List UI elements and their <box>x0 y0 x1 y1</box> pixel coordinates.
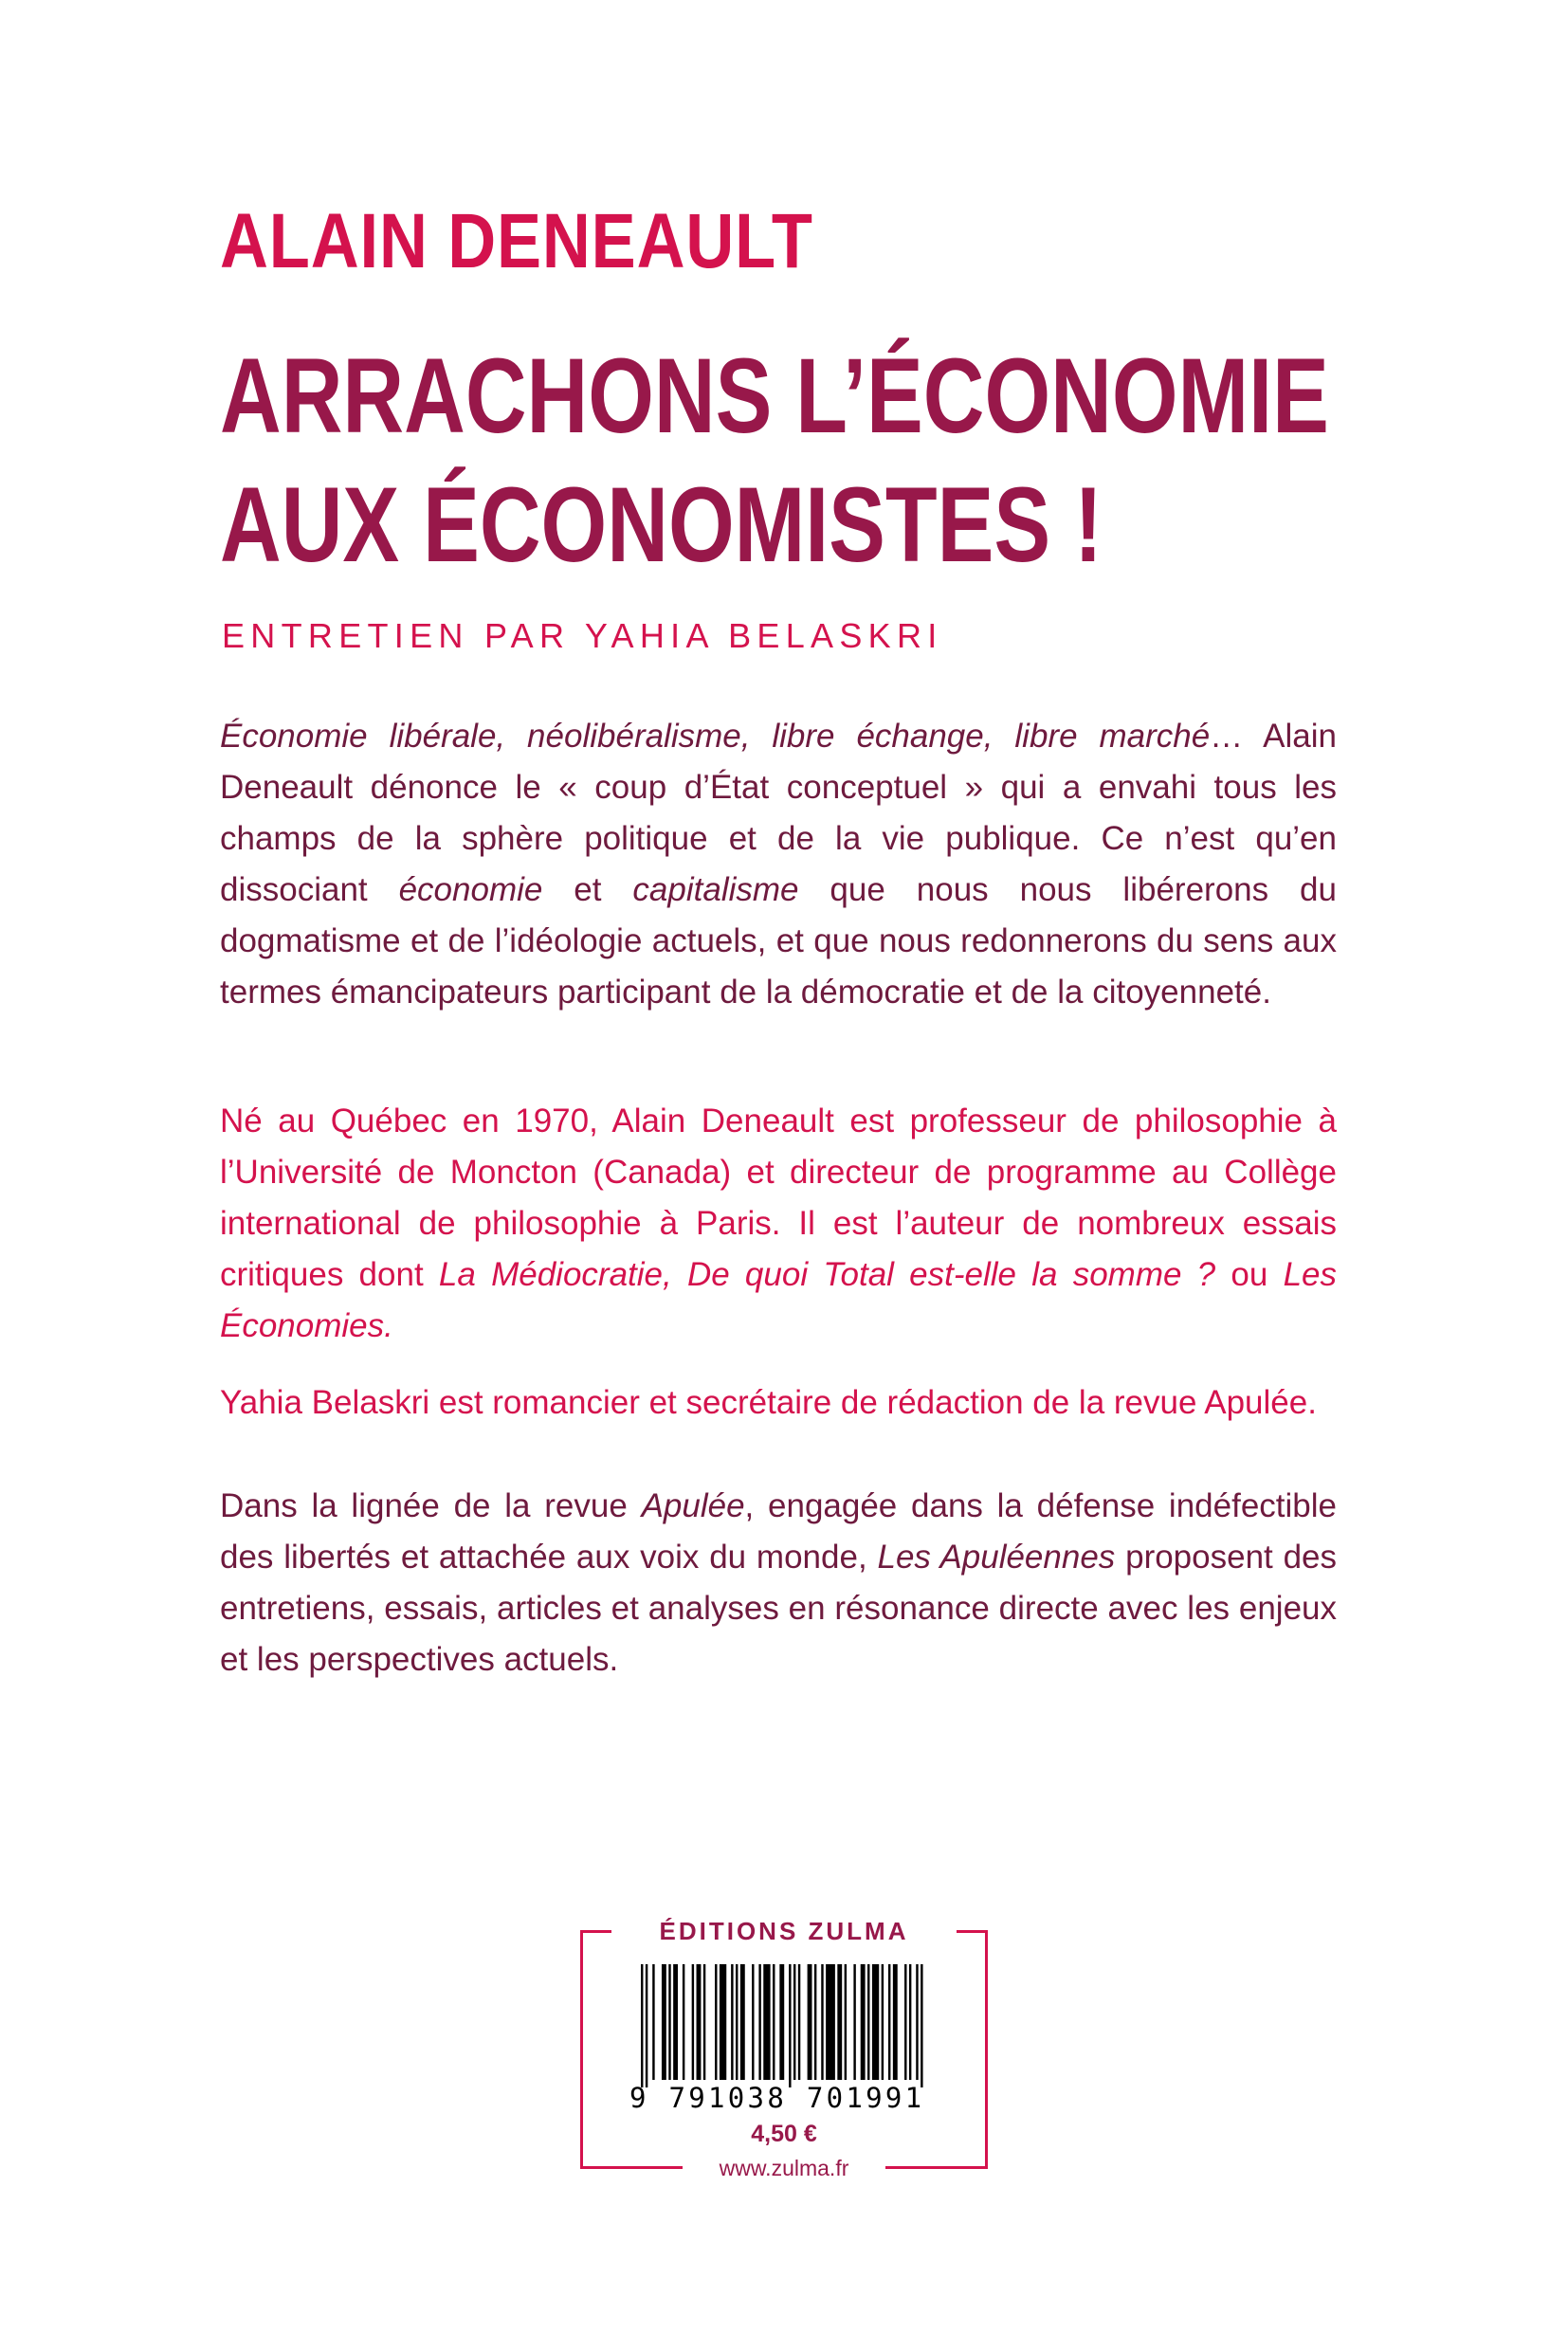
barcode-bar <box>888 1964 890 2080</box>
barcode-bar <box>731 1964 733 2080</box>
barcode-bar <box>652 1964 654 2080</box>
barcode-bar <box>683 1964 684 2080</box>
barcode-bar <box>793 1964 795 2080</box>
barcode-bar <box>641 1964 643 2087</box>
barcode-bar <box>697 1964 702 2080</box>
barcode-bar <box>758 1964 760 2080</box>
barcode-bar <box>867 1964 869 2080</box>
barcode-bar <box>692 1964 694 2080</box>
barcode-bar <box>893 1964 898 2080</box>
subtitle: ENTRETIEN PAR YAHIA BELASKRI <box>222 616 943 655</box>
synopsis-italic-3: capitalisme <box>632 871 799 908</box>
barcode-bar <box>872 1964 879 2080</box>
biography-text-2: ou <box>1215 1256 1284 1293</box>
barcode-bar <box>921 1964 922 2087</box>
collection-paragraph <box>220 1481 1337 1686</box>
barcode-bar <box>861 1964 866 2080</box>
collection-text-1: Dans la lignée de la revue <box>220 1487 642 1524</box>
synopsis-paragraph <box>220 711 1337 1018</box>
barcode-bar <box>668 1964 670 2080</box>
isbn-number: 9 791038 701991 <box>629 2082 925 2114</box>
website-url: www.zulma.fr <box>683 2152 885 2184</box>
barcode-bar <box>909 1964 911 2080</box>
barcode-bar <box>904 1964 906 2080</box>
barcode-bar <box>740 1964 745 2080</box>
barcode-bar <box>798 1964 800 2080</box>
barcode-bar <box>789 1964 791 2087</box>
collection-italic-1: Apulée <box>641 1487 745 1524</box>
barcode-bar <box>814 1964 816 2080</box>
barcode-bar <box>752 1964 754 2080</box>
synopsis-text-1: … Alain Deneault dénonce le « coup d’État conceptuel » qui a envahi tous les champs de la sphère politique et de la vie publique. Ce n’est qu’en dissociant <box>220 718 1337 908</box>
book-title <box>220 332 1329 590</box>
biography-paragraph <box>220 1096 1337 1352</box>
barcode-bar <box>646 1964 647 2087</box>
publisher-name: ÉDITIONS ZULMA <box>611 1915 957 1947</box>
barcode-bar <box>916 1964 918 2080</box>
synopsis-text-2: et <box>542 871 633 908</box>
synopsis-italic-1: Économie libérale, néolibéralisme, libre échange, libre marché <box>220 718 1211 755</box>
biography-line-2: Yahia Belaskri est romancier et secrétaire de rédaction de la revue Apulée. <box>220 1384 1317 1421</box>
barcode <box>641 1964 925 2087</box>
biography-text-1: Né au Québec en 1970, Alain Deneault est professeur de philosophie à l’Université de Moncton (Canada) et directeur de programme au Collège international de philosophie à Paris. Il est l’auteur de nombreux essais critiques dont <box>220 1103 1337 1293</box>
barcode-bar <box>821 1964 823 2080</box>
barcode-bar <box>845 1964 847 2080</box>
title-line-2: AUX ÉCONOMISTES ! <box>220 465 1103 584</box>
barcode-bar <box>673 1964 678 2080</box>
barcode-bar <box>736 1964 738 2080</box>
price: 4,50 € <box>751 2121 817 2147</box>
synopsis-italic-2: économie <box>398 871 543 908</box>
barcode-bar <box>853 1964 855 2080</box>
synopsis-text-3: que nous nous libérerons du dogmatisme et de l’idéologie actuels, et que nous redonnerons du sens aux termes émancipateurs participant de la démocratie et de la citoyenneté. <box>220 871 1337 1011</box>
barcode-bar <box>662 1964 666 2080</box>
collection-italic-2: Les Apuléennes <box>877 1539 1116 1576</box>
barcode-bar <box>779 1964 784 2080</box>
barcode-bar <box>882 1964 884 2080</box>
barcode-bar <box>808 1964 812 2080</box>
barcode-bar <box>773 1964 775 2080</box>
barcode-bar <box>703 1964 705 2080</box>
author-name: ALAIN DENEAULT <box>220 198 813 284</box>
biography-italic-1: La Médiocratie, De quoi Total est-elle la somme ? <box>438 1256 1216 1293</box>
collection-text-2: , engagée dans la défense indéfectible des libertés et attachée aux voix du monde, <box>220 1487 1338 1576</box>
barcode-bar <box>715 1964 717 2080</box>
barcode-bar <box>763 1964 770 2080</box>
biography-italic-2: Les Économies. <box>220 1256 1337 1344</box>
barcode-bar <box>826 1964 835 2080</box>
title-line-1: ARRACHONS L’ÉCONOMIE <box>220 337 1329 455</box>
barcode-bar <box>720 1964 726 2080</box>
collection-text-3: proposent des entretiens, essais, articles et analyses en résonance directe avec les enjeux et les perspectives actuels. <box>220 1539 1338 1678</box>
barcode-bar <box>837 1964 842 2080</box>
